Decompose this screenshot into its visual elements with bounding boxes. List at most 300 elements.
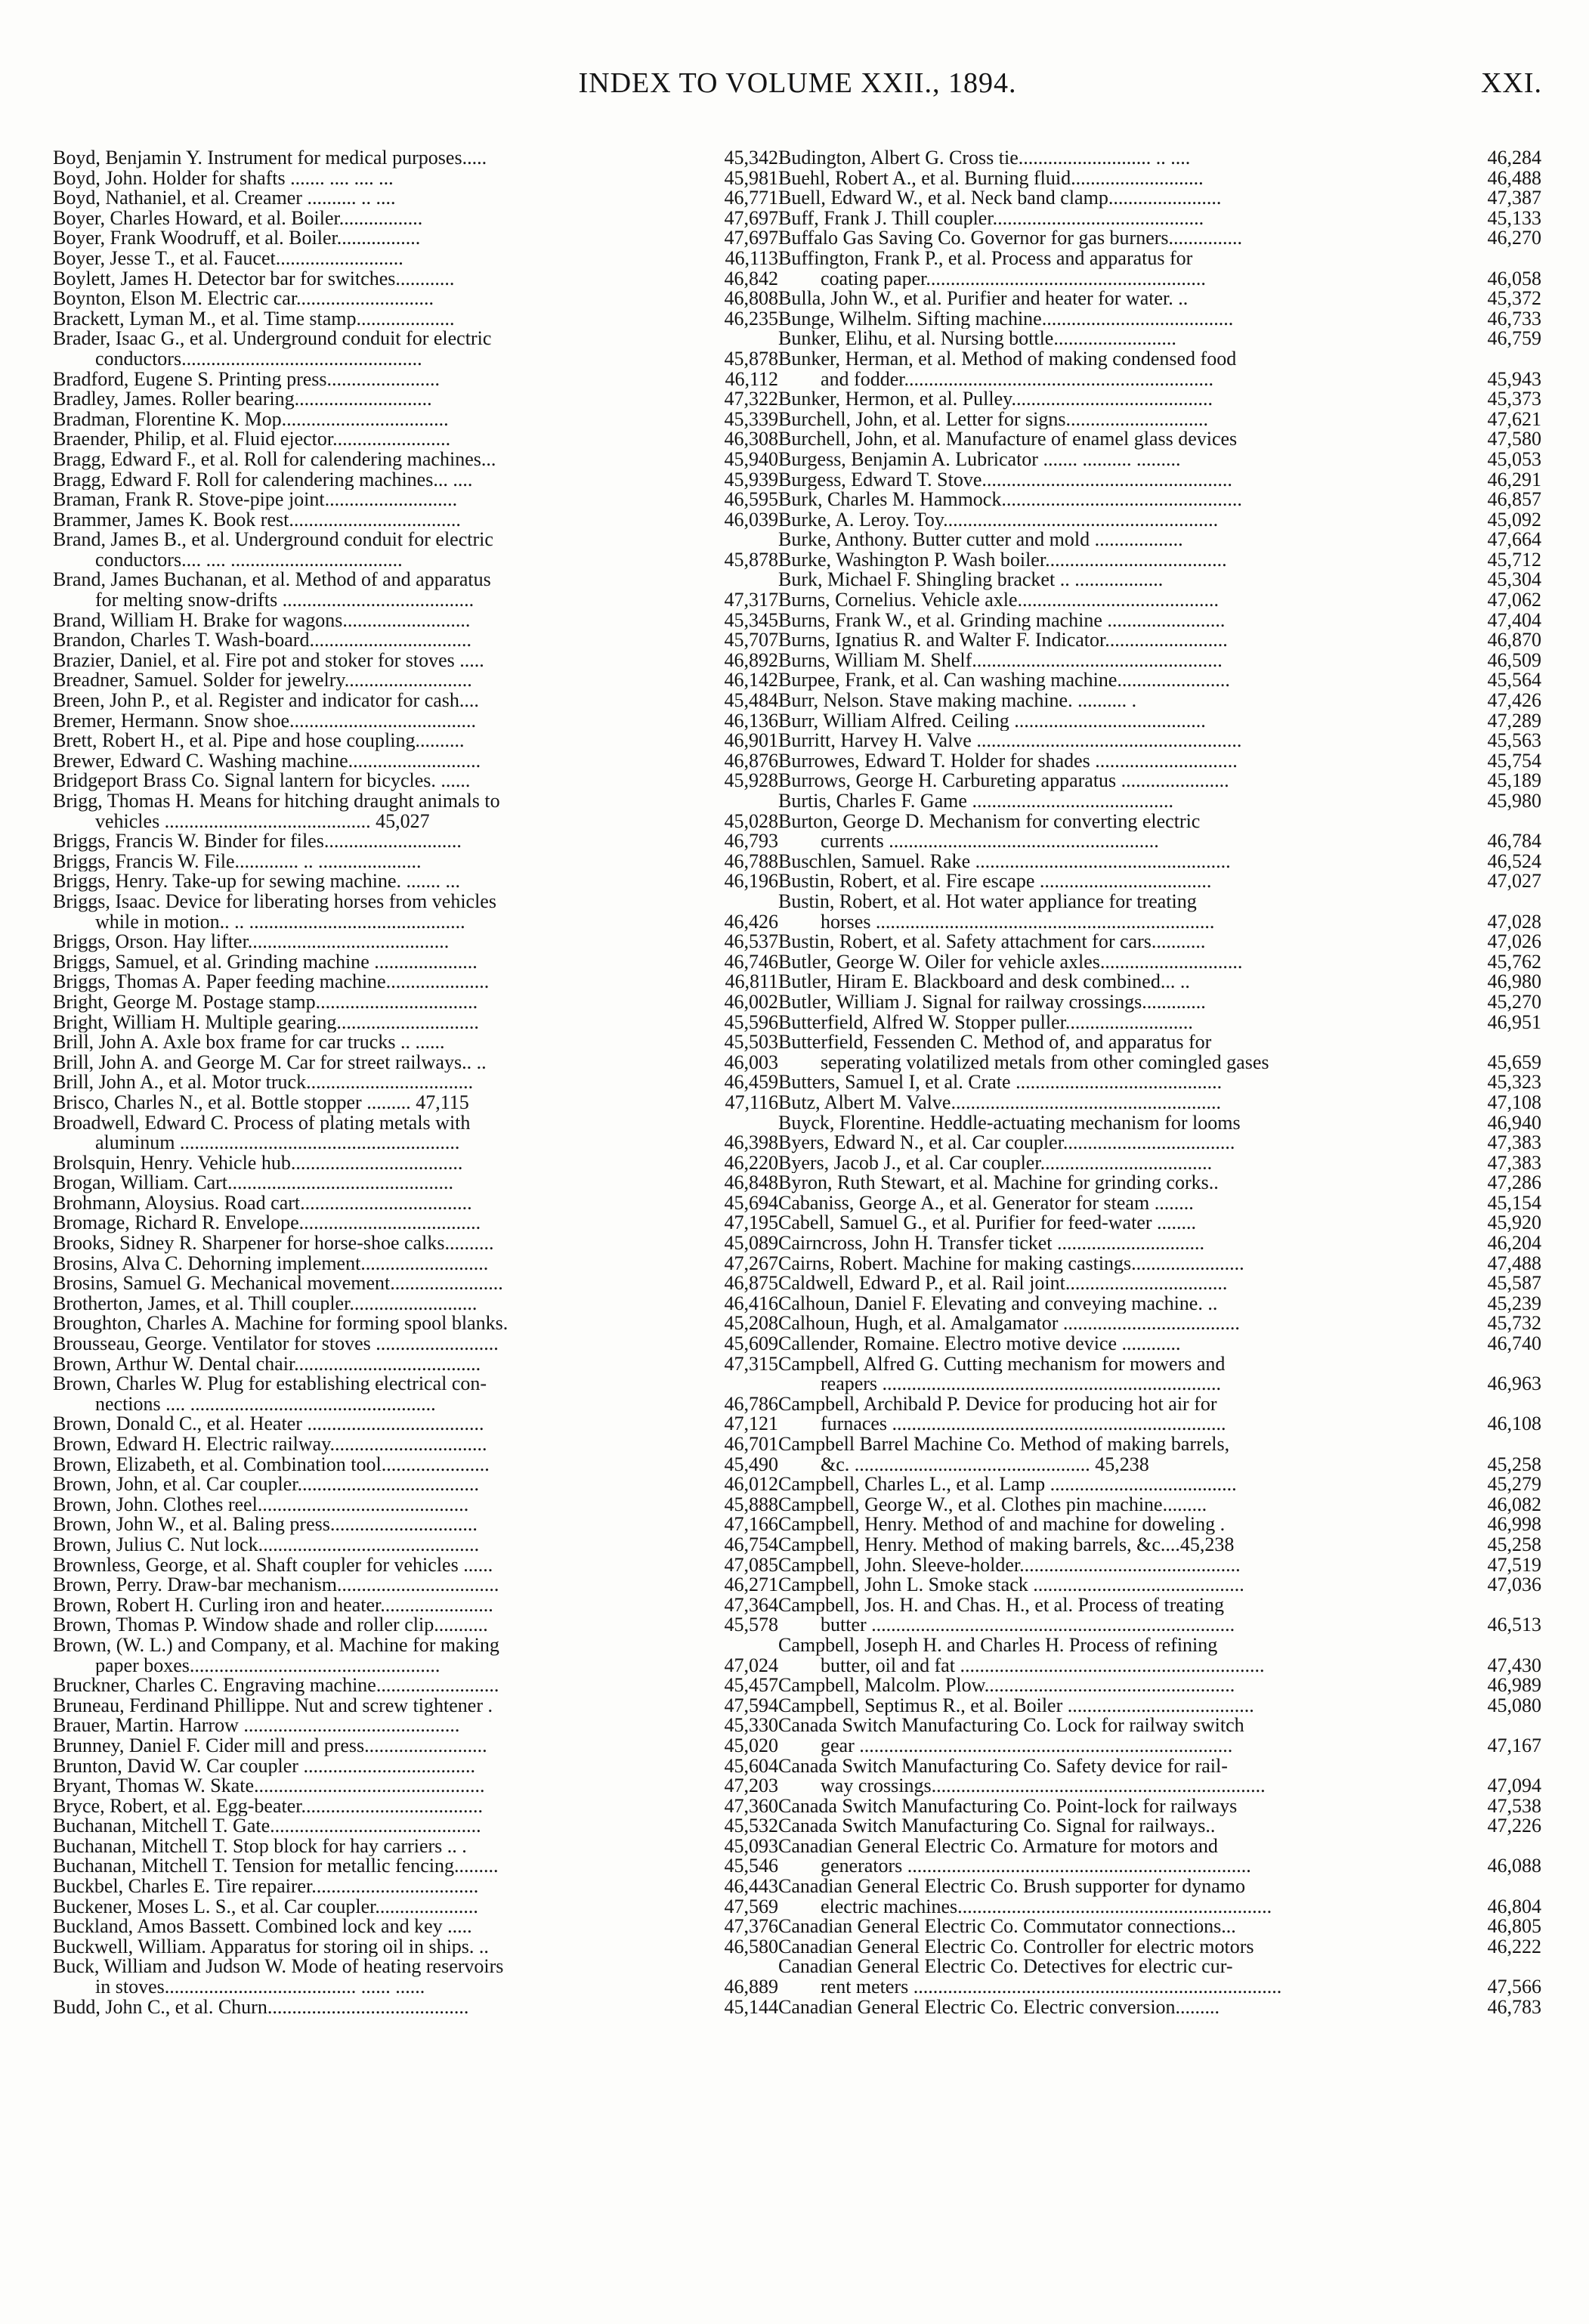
index-entry bbox=[53, 188, 778, 209]
entry-text: Brand, William H. Brake for wagons.......................... bbox=[53, 610, 471, 631]
entry-number: 46,740 bbox=[1487, 1332, 1541, 1355]
entry-text: Boyd, Nathaniel, et al. Creamer .......... .. .... bbox=[53, 188, 396, 209]
entry-text: Burk, Michael F. Shingling bracket .. .................. bbox=[778, 570, 1164, 591]
entry-number: 45,920 bbox=[1487, 1212, 1541, 1234]
entry-number: 45,258 bbox=[1487, 1533, 1541, 1555]
entry-number: 47,121 bbox=[724, 1413, 778, 1435]
index-entry bbox=[53, 992, 778, 1013]
index-entry bbox=[778, 530, 1541, 550]
index-entry bbox=[778, 711, 1541, 732]
index-entry bbox=[53, 148, 778, 169]
index-entry bbox=[778, 791, 1541, 812]
index-entry bbox=[778, 771, 1541, 791]
index-entry bbox=[778, 731, 1541, 751]
index-entry bbox=[53, 1173, 778, 1193]
entry-text: Butler, George W. Oiler for vehicle axles............................. bbox=[778, 952, 1243, 973]
entry-text: Boyd, John. Holder for shafts ....... .... .... ... bbox=[53, 168, 394, 189]
entry-text: electric machines................................................................ bbox=[821, 1896, 1272, 1917]
entry-number: 45,093 bbox=[724, 1834, 778, 1857]
entry-number: 45,028 bbox=[724, 809, 778, 832]
entry-number: 45,208 bbox=[724, 1312, 778, 1335]
index-entry bbox=[778, 206, 1541, 229]
entry-number: 45,053 bbox=[1487, 447, 1541, 470]
index-entry bbox=[53, 206, 778, 229]
index-entry bbox=[778, 309, 1541, 330]
entry-text: Broadwell, Edward C. Process of plating metals with bbox=[53, 1112, 471, 1134]
entry-number: 45,330 bbox=[724, 1714, 778, 1737]
entry-number: 45,020 bbox=[724, 1734, 778, 1756]
index-entry bbox=[778, 1193, 1541, 1214]
entry-text: Bragg, Edward F., et al. Roll for calendering machines... bbox=[53, 449, 496, 470]
entry-number: 46,524 bbox=[1487, 849, 1541, 872]
entry-number: 46,783 bbox=[1487, 1995, 1541, 2018]
index-entry bbox=[778, 1233, 1541, 1254]
entry-number: 47,360 bbox=[724, 1794, 778, 1817]
entry-text: Boyer, Frank Woodruff, et al. Boiler................. bbox=[53, 228, 421, 249]
entry-number: 47,404 bbox=[1487, 608, 1541, 631]
entry-number: 45,532 bbox=[724, 1815, 778, 1837]
entry-text: Burke, Washington P. Wash boiler..................................... bbox=[778, 549, 1227, 571]
entry-number: 46,459 bbox=[724, 1071, 778, 1094]
entry-number: 45,372 bbox=[1487, 287, 1541, 310]
entry-text: Brogan, William. Cart.............................................. bbox=[53, 1173, 453, 1193]
entry-number: 45,940 bbox=[724, 447, 778, 470]
index-entry bbox=[778, 608, 1541, 631]
entry-text: Bryce, Robert, et al. Egg-beater..................................... bbox=[53, 1796, 483, 1817]
entry-text: Butters, Samuel I, et al. Crate .......................................... bbox=[778, 1072, 1223, 1093]
entry-text: Buckener, Moses L. S., et al. Car coupler..................... bbox=[53, 1896, 478, 1917]
entry-number: 46,989 bbox=[1487, 1674, 1541, 1697]
entry-text: Byers, Jacob J., et al. Car coupler................................... bbox=[778, 1153, 1213, 1174]
entry-text: Canadian General Electric Co. Electric conversion......... bbox=[778, 1997, 1220, 2018]
page-title: INDEX TO VOLUME XXII., 1894. bbox=[578, 67, 1017, 99]
index-entry bbox=[53, 1756, 778, 1777]
index-entry bbox=[778, 812, 1541, 832]
entry-text: Burchell, John, et al. Manufacture of enamel glass devices bbox=[778, 429, 1238, 450]
index-entry bbox=[53, 771, 778, 791]
index-entry bbox=[53, 1254, 778, 1274]
index-entry bbox=[53, 1977, 778, 1998]
entry-number: 46,416 bbox=[724, 1292, 778, 1314]
entry-number: 46,889 bbox=[724, 1976, 778, 1998]
entry-text: Campbell, Septimus R., et al. Boiler ...................................... bbox=[778, 1695, 1254, 1716]
entry-number: 46,940 bbox=[1487, 1111, 1541, 1134]
entry-text: Bruckner, Charles C. Engraving machine......................... bbox=[53, 1676, 499, 1696]
index-entry bbox=[778, 550, 1541, 571]
index-entry bbox=[778, 1213, 1541, 1233]
index-entry bbox=[53, 1153, 778, 1174]
entry-text: Campbell, Joseph H. and Charles H. Process of refining bbox=[778, 1635, 1218, 1656]
index-entry bbox=[778, 570, 1541, 590]
index-entry bbox=[778, 1495, 1541, 1515]
entry-number: 47,580 bbox=[1487, 428, 1541, 450]
index-entry bbox=[778, 648, 1541, 671]
entry-number: 46,002 bbox=[724, 990, 778, 1013]
entry-text: Canada Switch Manufacturing Co. Safety device for rail- bbox=[778, 1756, 1228, 1777]
entry-number: 47,062 bbox=[1487, 589, 1541, 611]
entry-text: Campbell, Archibald P. Device for producing hot air for bbox=[778, 1394, 1217, 1415]
index-entry bbox=[778, 1957, 1541, 1977]
entry-text: for melting snow-drifts ....................................... bbox=[95, 590, 475, 611]
index-entry bbox=[778, 1475, 1541, 1495]
entry-number: 46,235 bbox=[724, 307, 778, 330]
entry-number: 47,376 bbox=[724, 1915, 778, 1938]
index-entry bbox=[778, 1995, 1541, 2018]
entry-number: 45,345 bbox=[724, 608, 778, 631]
index-entry bbox=[778, 1575, 1541, 1595]
index-entry bbox=[53, 608, 778, 631]
entry-text: Brown, Donald C., et al. Heater .................................... bbox=[53, 1414, 484, 1434]
entry-text: Brazier, Daniel, et al. Fire pot and stoker for stoves ..... bbox=[53, 650, 484, 671]
entry-number: 45,707 bbox=[724, 629, 778, 651]
entry-number: 45,564 bbox=[1487, 669, 1541, 692]
index-entry bbox=[778, 1314, 1541, 1334]
entry-number: 47,322 bbox=[724, 388, 778, 410]
entry-text: Brown, (W. L.) and Company, et al. Machine for making bbox=[53, 1635, 499, 1656]
entry-text: Brill, John A., et al. Motor truck.................................. bbox=[53, 1072, 474, 1093]
entry-text: Burpee, Frank, et al. Can washing machine....................... bbox=[778, 670, 1230, 692]
entry-number: 47,094 bbox=[1487, 1775, 1541, 1797]
entry-text: Bradley, James. Roller bearing............................ bbox=[53, 389, 432, 410]
entry-number: 47,026 bbox=[1487, 930, 1541, 953]
entry-number: 46,870 bbox=[1487, 629, 1541, 651]
index-entry bbox=[778, 447, 1541, 470]
index-entry bbox=[778, 1676, 1541, 1696]
index-entry bbox=[778, 932, 1541, 952]
index-entry bbox=[778, 831, 1541, 852]
index-entry bbox=[53, 1635, 778, 1656]
entry-number: 47,383 bbox=[1487, 1131, 1541, 1154]
entry-text: Brown, Arthur W. Dental chair...................................... bbox=[53, 1354, 481, 1375]
index-entry bbox=[53, 1696, 778, 1716]
entry-text: Burgess, Edward T. Stove................................................... bbox=[778, 469, 1232, 490]
entry-text: Byers, Edward N., et al. Car coupler................................... bbox=[778, 1133, 1235, 1153]
index-entry bbox=[53, 751, 778, 772]
entry-text: Bryant, Thomas W. Skate............................................... bbox=[53, 1776, 485, 1796]
index-entry bbox=[778, 1010, 1541, 1033]
index-entry bbox=[53, 1354, 778, 1375]
entry-text: Butterfield, Alfred W. Stopper puller.......................... bbox=[778, 1012, 1193, 1033]
entry-text: Buckbel, Charles E. Tire repairer.................................. bbox=[53, 1877, 479, 1897]
entry-number: 45,587 bbox=[1487, 1272, 1541, 1295]
index-entry bbox=[778, 892, 1541, 912]
entry-number: 46,443 bbox=[724, 1875, 778, 1898]
entry-text: Buffalo Gas Saving Co. Governor for gas burners............... bbox=[778, 228, 1243, 249]
entry-number: 46,220 bbox=[724, 1151, 778, 1174]
entry-text: Butler, Hiram E. Blackboard and desk combined... .. bbox=[778, 972, 1190, 992]
entry-number: 47,108 bbox=[1487, 1091, 1541, 1113]
index-entry bbox=[778, 1696, 1541, 1716]
entry-number: 45,080 bbox=[1487, 1694, 1541, 1716]
entry-number: 45,373 bbox=[1487, 388, 1541, 410]
entry-number: 46,804 bbox=[1487, 1895, 1541, 1917]
entry-number: 47,267 bbox=[724, 1252, 778, 1274]
entry-number: 46,733 bbox=[1487, 307, 1541, 330]
entry-text: Burk, Charles M. Hammock................................................. bbox=[778, 490, 1242, 510]
index-entry bbox=[53, 1917, 778, 1937]
entry-number: 46,142 bbox=[724, 669, 778, 692]
entry-text: Burgess, Benjamin A. Lubricator ....... .......... ......... bbox=[778, 449, 1181, 470]
entry-number: 45,981 bbox=[724, 166, 778, 189]
entry-number: 45,503 bbox=[724, 1031, 778, 1054]
entry-number: 45,609 bbox=[724, 1332, 778, 1355]
entry-text: Bunker, Elihu, et al. Nursing bottle......................... bbox=[778, 329, 1176, 349]
entry-number: 46,759 bbox=[1487, 327, 1541, 350]
index-entry bbox=[53, 447, 778, 470]
entry-number: 46,270 bbox=[1487, 227, 1541, 249]
entry-number: 47,024 bbox=[724, 1654, 778, 1676]
index-entry bbox=[53, 1937, 778, 1957]
entry-text: currents ....................................................... bbox=[821, 831, 1159, 852]
index-entry bbox=[778, 849, 1541, 872]
entry-text: Brownless, George, et al. Shaft coupler for vehicles ...... bbox=[53, 1555, 493, 1576]
index-entry bbox=[778, 751, 1541, 772]
index-entry bbox=[53, 1053, 778, 1073]
entry-text: Butler, William J. Signal for railway crossings............. bbox=[778, 992, 1206, 1013]
index-entry bbox=[53, 1515, 778, 1535]
entry-text: Bromage, Richard R. Envelope..................................... bbox=[53, 1213, 481, 1234]
entry-text: Bright, William H. Multiple gearing............................. bbox=[53, 1012, 479, 1033]
entry-text: Canada Switch Manufacturing Co. Point-lock for railways bbox=[778, 1796, 1238, 1817]
entry-text: Burr, William Alfred. Ceiling ....................................... bbox=[778, 710, 1206, 732]
index-entry bbox=[778, 1032, 1541, 1053]
entry-text: Braman, Frank R. Stove-pipe joint........................... bbox=[53, 490, 458, 510]
entry-number: 45,092 bbox=[1487, 508, 1541, 531]
entry-text: Campbell, John L. Smoke stack ........................................... bbox=[778, 1575, 1244, 1595]
entry-text: aluminum ......................................................... bbox=[95, 1133, 460, 1153]
entry-text: Buckwell, William. Apparatus for storing oil in ships. .. bbox=[53, 1936, 489, 1957]
entry-text: rent meters ........................................................................... bbox=[821, 1977, 1282, 1998]
entry-text: Brolsquin, Henry. Vehicle hub................................... bbox=[53, 1153, 463, 1174]
index-entry bbox=[778, 1555, 1541, 1576]
index-entry bbox=[778, 407, 1541, 430]
index-entry bbox=[778, 1273, 1541, 1294]
entry-number: 46,513 bbox=[1487, 1614, 1541, 1636]
entry-number: 47,166 bbox=[724, 1513, 778, 1536]
entry-text: Canadian General Electric Co. Controller for electric motors bbox=[778, 1936, 1254, 1957]
entry-text: Callender, Romaine. Electro motive device ............ bbox=[778, 1334, 1181, 1354]
index-entry bbox=[778, 329, 1541, 349]
entry-number: 46,088 bbox=[1487, 1855, 1541, 1877]
entry-text: Brigg, Thomas H. Means for hitching draught animals to bbox=[53, 791, 500, 812]
entry-text: Cabell, Samuel G., et al. Purifier for feed-water ........ bbox=[778, 1213, 1197, 1234]
index-entry bbox=[778, 1334, 1541, 1354]
entry-text: Canada Switch Manufacturing Co. Lock for railway switch bbox=[778, 1716, 1244, 1736]
entry-text: Brackett, Lyman M., et al. Time stamp.................... bbox=[53, 308, 455, 330]
index-entry bbox=[53, 892, 778, 912]
index-entry bbox=[53, 1113, 778, 1134]
index-entry bbox=[778, 992, 1541, 1013]
entry-text: Cairns, Robert. Machine for making castings....................... bbox=[778, 1253, 1244, 1274]
entry-text: Burrowes, Edward T. Holder for shades ............................. bbox=[778, 750, 1238, 772]
entry-number: 46,808 bbox=[724, 287, 778, 310]
index-entry bbox=[53, 791, 778, 812]
entry-number: 46,039 bbox=[724, 508, 778, 531]
entry-number: 46,746 bbox=[724, 950, 778, 973]
index-entry bbox=[778, 1756, 1541, 1777]
entry-text: butter, oil and fat .............................................................. bbox=[821, 1655, 1265, 1676]
index-entry bbox=[53, 1676, 778, 1696]
entry-text: Brewer, Edward C. Washing machine........................... bbox=[53, 750, 481, 772]
entry-number: 45,323 bbox=[1487, 1071, 1541, 1094]
index-entry bbox=[778, 952, 1541, 973]
index-entry bbox=[53, 1093, 778, 1113]
entry-text: butter .......................................................................... bbox=[821, 1615, 1235, 1635]
index-entry bbox=[53, 1475, 778, 1495]
entry-text: Buchanan, Mitchell T. Tension for metallic fencing......... bbox=[53, 1856, 499, 1877]
index-entry bbox=[53, 1414, 778, 1434]
entry-number: 45,712 bbox=[1487, 548, 1541, 571]
index-entry bbox=[53, 1535, 778, 1555]
entry-text: Brader, Isaac G., et al. Underground conduit for electric bbox=[53, 329, 492, 349]
entry-text: Calhoun, Daniel F. Elevating and conveying machine. .. bbox=[778, 1293, 1218, 1314]
entry-number: 46,082 bbox=[1487, 1493, 1541, 1515]
entry-text: Campbell, George W., et al. Clothes pin machine......... bbox=[778, 1494, 1207, 1515]
entry-number: 45,154 bbox=[1487, 1191, 1541, 1214]
entry-number: 46,204 bbox=[1487, 1232, 1541, 1255]
entry-text: Briggs, Thomas A. Paper feeding machine..................... bbox=[53, 972, 490, 992]
entry-number: 46,108 bbox=[1487, 1413, 1541, 1435]
entry-number: 45,578 bbox=[724, 1614, 778, 1636]
index-entry bbox=[778, 1053, 1541, 1073]
entry-number: 45,754 bbox=[1487, 749, 1541, 772]
entry-text: Bragg, Edward F. Roll for calendering machines... .... bbox=[53, 469, 473, 490]
index-entry bbox=[53, 1133, 778, 1153]
index-entry bbox=[53, 1032, 778, 1053]
entry-text: Brousseau, George. Ventilator for stoves ......................... bbox=[53, 1334, 499, 1354]
entry-number: 46,901 bbox=[724, 729, 778, 752]
entry-text: Byron, Ruth Stewart, et al. Machine for grinding corks.. bbox=[778, 1173, 1219, 1193]
entry-number: 46,771 bbox=[724, 187, 778, 209]
index-entry bbox=[53, 1072, 778, 1093]
entry-text: Canada Switch Manufacturing Co. Signal for railways.. bbox=[778, 1816, 1216, 1837]
entry-text: way crossings.................................................................... bbox=[821, 1776, 1266, 1796]
entry-number: 46,811 bbox=[725, 970, 778, 993]
entry-text: horses ..................................................................... bbox=[821, 911, 1215, 933]
index-entry bbox=[53, 972, 778, 992]
entry-number: 46,595 bbox=[724, 488, 778, 511]
index-entry bbox=[53, 1615, 778, 1635]
index-entry bbox=[53, 349, 778, 370]
entry-number: 45,258 bbox=[1487, 1453, 1541, 1475]
index-entry bbox=[778, 289, 1541, 309]
index-entry bbox=[53, 407, 778, 430]
index-entry bbox=[53, 269, 778, 289]
entry-number: 47,426 bbox=[1487, 689, 1541, 712]
index-entry bbox=[778, 630, 1541, 651]
entry-number: 45,928 bbox=[724, 769, 778, 792]
entry-number: 45,339 bbox=[724, 407, 778, 430]
entry-text: Bradman, Florentine K. Mop.................................. bbox=[53, 409, 449, 430]
index-entry bbox=[53, 1434, 778, 1455]
entry-text: gear ............................................................................ bbox=[821, 1735, 1233, 1756]
index-entry bbox=[778, 1414, 1541, 1434]
entry-number: 46,112 bbox=[725, 367, 778, 390]
entry-text: Brill, John A. and George M. Car for street railways.. .. bbox=[53, 1052, 487, 1073]
entry-text: Butterfield, Fessenden C. Method of, and apparatus for bbox=[778, 1032, 1212, 1053]
entry-text: Campbell, Charles L., et al. Lamp ...................................... bbox=[778, 1475, 1237, 1495]
index-entry bbox=[778, 490, 1541, 510]
entry-text: Breadner, Samuel. Solder for jewelry.......................... bbox=[53, 670, 472, 692]
index-entry bbox=[53, 849, 778, 872]
entry-text: Bradford, Eugene S. Printing press....................... bbox=[53, 369, 441, 390]
index-entry bbox=[778, 1434, 1541, 1455]
entry-text: Brown, Thomas P. Window shade and roller clip........... bbox=[53, 1615, 488, 1635]
entry-text: Burke, Anthony. Butter cutter and mold .................. bbox=[778, 530, 1183, 550]
entry-number: 46,754 bbox=[724, 1533, 778, 1555]
entry-text: Burr, Nelson. Stave making machine. .......... . bbox=[778, 691, 1137, 711]
entry-text: Brill, John A. Axle box frame for car trucks .. ...... bbox=[53, 1032, 445, 1053]
entry-text: conductors................................................. bbox=[95, 348, 422, 370]
index-entry bbox=[53, 691, 778, 711]
entry-text: Buell, Edward W., et al. Neck band clamp....................... bbox=[778, 188, 1222, 209]
entry-text: Caldwell, Edward P., et al. Rail joint................................. bbox=[778, 1273, 1228, 1294]
entry-number: 47,387 bbox=[1487, 187, 1541, 209]
entry-number: 46,136 bbox=[724, 709, 778, 732]
entry-text: Brown, Robert H. Curling iron and heater....................... bbox=[53, 1595, 493, 1616]
entry-text: Burritt, Harvey H. Valve ...................................................... bbox=[778, 731, 1242, 751]
entry-text: Brisco, Charles N., et al. Bottle stopper ......... 47,115 bbox=[53, 1092, 469, 1113]
entry-text: generators ...................................................................... bbox=[821, 1856, 1251, 1877]
entry-text: Campbell, Alfred G. Cutting mechanism for mowers and bbox=[778, 1354, 1226, 1375]
index-entry bbox=[53, 1957, 778, 1977]
entry-text: Briggs, Orson. Hay lifter......................................... bbox=[53, 932, 450, 952]
entry-number: 45,144 bbox=[724, 1995, 778, 2018]
index-entry bbox=[53, 1193, 778, 1214]
index-entry bbox=[778, 1615, 1541, 1635]
entry-text: Brown, Elizabeth, et al. Combination tool...................... bbox=[53, 1454, 490, 1475]
entry-number: 46,786 bbox=[724, 1392, 778, 1415]
index-entry bbox=[53, 309, 778, 330]
entry-number: 46,980 bbox=[1487, 970, 1541, 993]
entry-number: 46,788 bbox=[724, 849, 778, 872]
entry-text: Buehl, Robert A., et al. Burning fluid........................... bbox=[778, 168, 1204, 189]
entry-number: 45,490 bbox=[724, 1453, 778, 1475]
entry-text: Boylett, James H. Detector bar for switches............ bbox=[53, 268, 455, 289]
index-entry bbox=[53, 711, 778, 732]
entry-number: 46,271 bbox=[724, 1574, 778, 1596]
entry-number: 45,457 bbox=[724, 1674, 778, 1697]
index-entry bbox=[778, 367, 1541, 390]
index-entry bbox=[778, 972, 1541, 992]
index-entry bbox=[53, 1273, 778, 1294]
entry-number: 45,270 bbox=[1487, 990, 1541, 1013]
index-entry bbox=[53, 246, 778, 269]
entry-text: in stoves....................................... ...... ...... bbox=[95, 1977, 425, 1998]
entry-number: 47,664 bbox=[1487, 528, 1541, 551]
index-entry bbox=[778, 510, 1541, 531]
entry-number: 45,659 bbox=[1487, 1051, 1541, 1073]
entry-number: 47,289 bbox=[1487, 709, 1541, 732]
entry-text: while in motion.. .. ............................................ bbox=[95, 911, 465, 933]
entry-text: Campbell, Jos. H. and Chas. H., et al. Process of treating bbox=[778, 1595, 1224, 1616]
index-entry bbox=[53, 1314, 778, 1334]
index-entry bbox=[778, 1736, 1541, 1756]
index-entry bbox=[778, 188, 1541, 209]
entry-text: reapers ..................................................................... bbox=[821, 1374, 1222, 1394]
entry-number: 45,604 bbox=[724, 1754, 778, 1777]
index-entry bbox=[53, 1796, 778, 1817]
entry-text: Bustin, Robert, et al. Hot water appliance for treating bbox=[778, 891, 1197, 912]
entry-number: 45,133 bbox=[1487, 206, 1541, 229]
entry-text: Calhoun, Hugh, et al. Amalgamator .................................... bbox=[778, 1314, 1240, 1335]
entry-text: Canadian General Electric Co. Commutator connections... bbox=[778, 1917, 1236, 1937]
entry-text: Burns, Ignatius R. and Walter F. Indicator......................... bbox=[778, 630, 1228, 651]
index-entry bbox=[53, 1374, 778, 1394]
index-entry bbox=[53, 648, 778, 671]
entry-text: Brooks, Sidney R. Sharpener for horse-shoe calks.......... bbox=[53, 1233, 494, 1254]
index-entry bbox=[53, 1595, 778, 1616]
